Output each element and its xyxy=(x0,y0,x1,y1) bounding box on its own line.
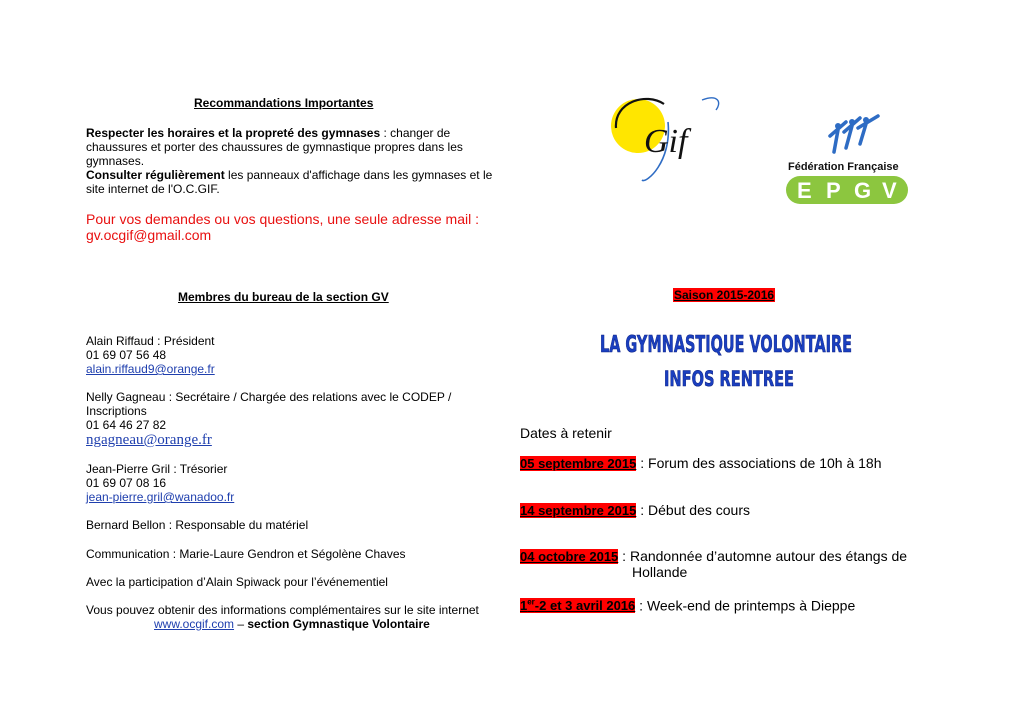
footer-dash: – xyxy=(234,617,248,631)
bureau-heading: Membres du bureau de la section GV xyxy=(178,290,389,304)
date-4-rest: -2 et 3 avril 2016 xyxy=(534,598,636,614)
member-2-role-line-2: Inscriptions xyxy=(86,404,147,418)
date-4-superscript: er xyxy=(527,598,535,607)
member-1-role: Alain Riffaud : Président xyxy=(86,334,215,348)
date-item-3 xyxy=(520,548,907,565)
date-item-4 xyxy=(520,594,855,614)
season-badge: Saison 2015-2016 xyxy=(674,288,775,302)
title-line-1: LA GYMNASTIQUE VOLONTAIRE xyxy=(600,332,852,358)
epgv-letter-p: P xyxy=(826,178,841,203)
gymnasts-icon xyxy=(830,116,878,152)
date-1-event: Forum des associations de 10h à 18h xyxy=(648,455,882,471)
member-3-phone: 01 69 07 08 16 xyxy=(86,476,167,490)
date-4-day: 1 xyxy=(520,598,528,614)
member-2-email-link[interactable]: ngagneau@orange.fr xyxy=(86,432,212,448)
member-equipment: Bernard Bellon : Responsable du matériel xyxy=(86,518,309,532)
member-2-phone: 01 64 46 27 82 xyxy=(86,418,167,432)
member-president xyxy=(86,334,215,376)
contact-line-1: Pour vos demandes ou vos questions, une seule adresse mail : xyxy=(86,211,480,227)
member-secretary xyxy=(86,390,451,432)
dates-heading: Dates à retenir xyxy=(520,425,612,441)
date-3-sep: : xyxy=(618,548,630,564)
footer-section: section Gymnastique Volontaire xyxy=(247,617,430,631)
member-1-phone: 01 69 07 56 48 xyxy=(86,348,167,362)
date-4-event: Week-end de printemps à Dieppe xyxy=(646,597,856,614)
epgv-letter-v: V xyxy=(882,178,897,203)
date-3-date: 04 octobre 2015 xyxy=(520,549,619,564)
date-1-sep: : xyxy=(636,455,649,471)
recommendations-heading: Recommandations Importantes xyxy=(194,96,374,110)
member-events: Avec la participation d’Alain Spiwack pour l’événementiel xyxy=(86,575,388,589)
date-4-date xyxy=(520,598,635,613)
epgv-letter-g: G xyxy=(854,178,872,203)
ocgif-logo xyxy=(606,92,728,188)
epgv-federation-text: Fédération Française xyxy=(788,161,899,173)
footer-info: Vous pouvez obtenir des informations complémentaires sur le site internet xyxy=(86,603,479,617)
date-1-date: 05 septembre 2015 xyxy=(520,456,637,471)
contact-email: gv.ocgif@gmail.com xyxy=(86,227,212,243)
member-communication: Communication : Marie-Laure Gendron et Ségolène Chaves xyxy=(86,547,406,561)
date-4-sep: : xyxy=(635,597,647,614)
date-item-1 xyxy=(520,455,882,472)
epgv-letter-e: E xyxy=(797,178,812,203)
ocgif-logo-text: Gif xyxy=(644,123,688,160)
footer-website-line xyxy=(154,617,430,631)
member-1-email-link[interactable]: alain.riffaud9@orange.fr xyxy=(86,362,215,376)
recommendation-2-bold: Consulter régulièrement xyxy=(86,168,225,182)
date-3-event: Randonnée d’automne autour des étangs de xyxy=(629,548,908,564)
date-2-sep: : xyxy=(636,502,649,518)
website-link[interactable]: www.ocgif.com xyxy=(154,617,235,631)
wordart-title xyxy=(598,322,858,394)
epgv-logo xyxy=(786,114,910,206)
date-item-2 xyxy=(520,502,750,519)
recommendation-1-text: : changer de chaussures et porter des chaussures de gymnastique propres dans les gymnases. xyxy=(86,126,463,168)
member-3-role: Jean-Pierre Gril : Trésorier xyxy=(86,462,228,476)
recommendation-2-text: les panneaux d'affichage dans les gymnases et le site internet de l'O.C.GIF. xyxy=(86,168,493,196)
date-2-date: 14 septembre 2015 xyxy=(520,503,637,518)
recommendation-paragraph-1 xyxy=(86,126,506,196)
title-line-2: INFOS RENTREE xyxy=(664,367,794,391)
member-2-role-line-1: Nelly Gagneau : Secrétaire / Chargée des relations avec le CODEP / xyxy=(86,390,452,404)
date-2-event: Début des cours xyxy=(648,502,750,518)
date-3-event-line-2: Hollande xyxy=(632,564,688,580)
member-3-email-link[interactable]: jean-pierre.gril@wanadoo.fr xyxy=(86,490,235,504)
recommendation-1-bold: Respecter les horaires et la propreté des gymnases xyxy=(86,126,381,140)
member-treasurer xyxy=(86,462,234,504)
